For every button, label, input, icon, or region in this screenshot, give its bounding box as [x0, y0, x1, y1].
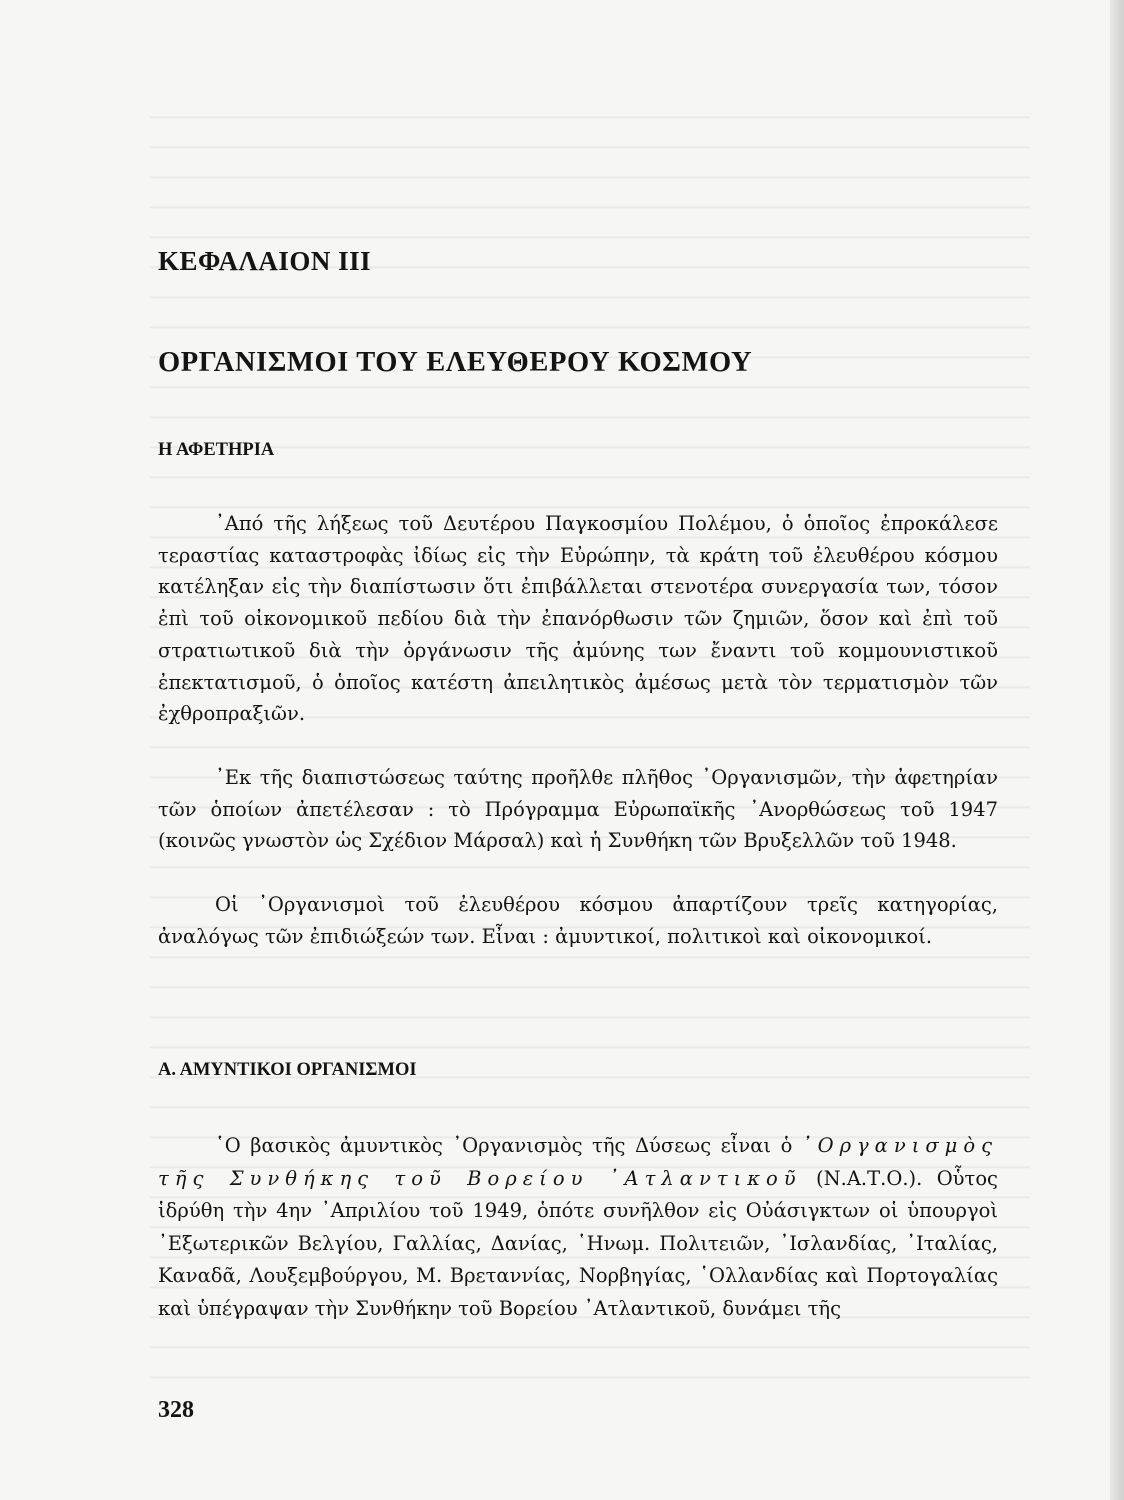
page-edge-shadow: [1110, 0, 1124, 1500]
section-heading-defense-organizations: Α. ΑΜΥΝΤΙΚΟΙ ΟΡΓΑΝΙΣΜΟΙ: [158, 1060, 417, 1080]
chapter-title: ΟΡΓΑΝΙΣΜΟΙ ΤΟΥ ΕΛΕΥΘΕΡΟΥ ΚΟΣΜΟΥ: [158, 347, 753, 378]
paragraph: ᾿Από τῆς λήξεως τοῦ Δευτέρου Παγκοσμίου Πολέμου, ὁ ὁποῖος ἐπροκάλεσε τεραστίας καταστροφὰς ἰδίως εἰς τὴν Εὐρώπην, τὰ κράτη τοῦ ἐλευθέρου κόσμου κατέληξαν εἰς τὴν διαπίστωσιν ὅτι ἐπιβάλλεται στενοτέρα συνεργασία των, τόσον ἐπὶ τοῦ οἰκονομικοῦ πεδίου διὰ τὴν ἐπανόρθωσιν τῶν ζημιῶν, ὅσον καὶ ἐπὶ τοῦ στρατιωτικοῦ διὰ τὴν ὀργάνωσιν τῆς ἀμύνης των ἔναντι τοῦ κομμουνιστικοῦ ἐπεκτατισμοῦ, ὁ ὁποῖος κατέστη ἀπειλητικὸς ἀμέσως μετὰ τὸν τερματισμὸν τῶν ἐχθροπραξιῶν.: [158, 512, 998, 726]
page-number: 328: [158, 1397, 194, 1423]
paragraph-lead-text: ῾Ο βασικὸς ἀμυντικὸς ᾿Οργανισμὸς τῆς Δύσεως εἶναι ὁ: [215, 1134, 802, 1157]
paragraph-rest-text: (Ν.Α.Τ.Ο.). Οὗτος ἱδρύθη τὴν 4ην ᾿Απριλίου τοῦ 1949, ὁπότε συνῆλθον εἰς Οὐάσιγκτων οἱ ὑπουργοὶ ᾿Εξωτερικῶν Βελγίου, Γαλλίας, Δανίας, ῾Ηνωμ. Πολιτειῶν, ᾿Ισλανδίας, ᾿Ιταλίας, Καναδᾶ, Λουξεμβούργου, Μ. Βρεταννίας, Νορβηγίας, ῾Ολλανδίας καὶ Πορτογαλίας καὶ ὑπέγραψαν τὴν Συνθήκην τοῦ Βορείου ᾿Ατλαντικοῦ, δυνάμει τῆς: [158, 1166, 998, 1320]
section-heading-starting-point: Η ΑΦΕΤΗΡΙΑ: [158, 440, 275, 460]
paragraph-nato: [158, 1130, 998, 1325]
chapter-heading: ΚΕΦΑΛΑΙΟΝ ΙΙΙ: [158, 246, 372, 276]
paragraph: Οἱ ᾿Οργανισμοὶ τοῦ ἐλευθέρου κόσμου ἀπαρτίζουν τρεῖς κατηγορίας, ἀναλόγως τῶν ἐπιδιώξεών των. Εἶναι : ἀμυντικοί, πολιτικοὶ καὶ οἰκονομικοί.: [158, 893, 998, 948]
paragraph: ᾿Εκ τῆς διαπιστώσεως ταύτης προῆλθε πλῆθος ᾿Οργανισμῶν, τὴν ἀφετηρίαν τῶν ὁποίων ἀπετέλεσαν : τὸ Πρόγραμμα Εὐρωπαϊκῆς ᾿Ανορθώσεως τοῦ 1947 (κοινῶς γνωστὸν ὡς Σχέδιον Μάρσαλ) καὶ ἡ Συνθήκη τῶν Βρυξελλῶν τοῦ 1948.: [158, 766, 998, 853]
nato-full-name: ᾿Οργανισμὸς τῆς Συνθήκης τοῦ Βορείου ᾿Ατλαντικοῦ: [158, 1134, 998, 1190]
